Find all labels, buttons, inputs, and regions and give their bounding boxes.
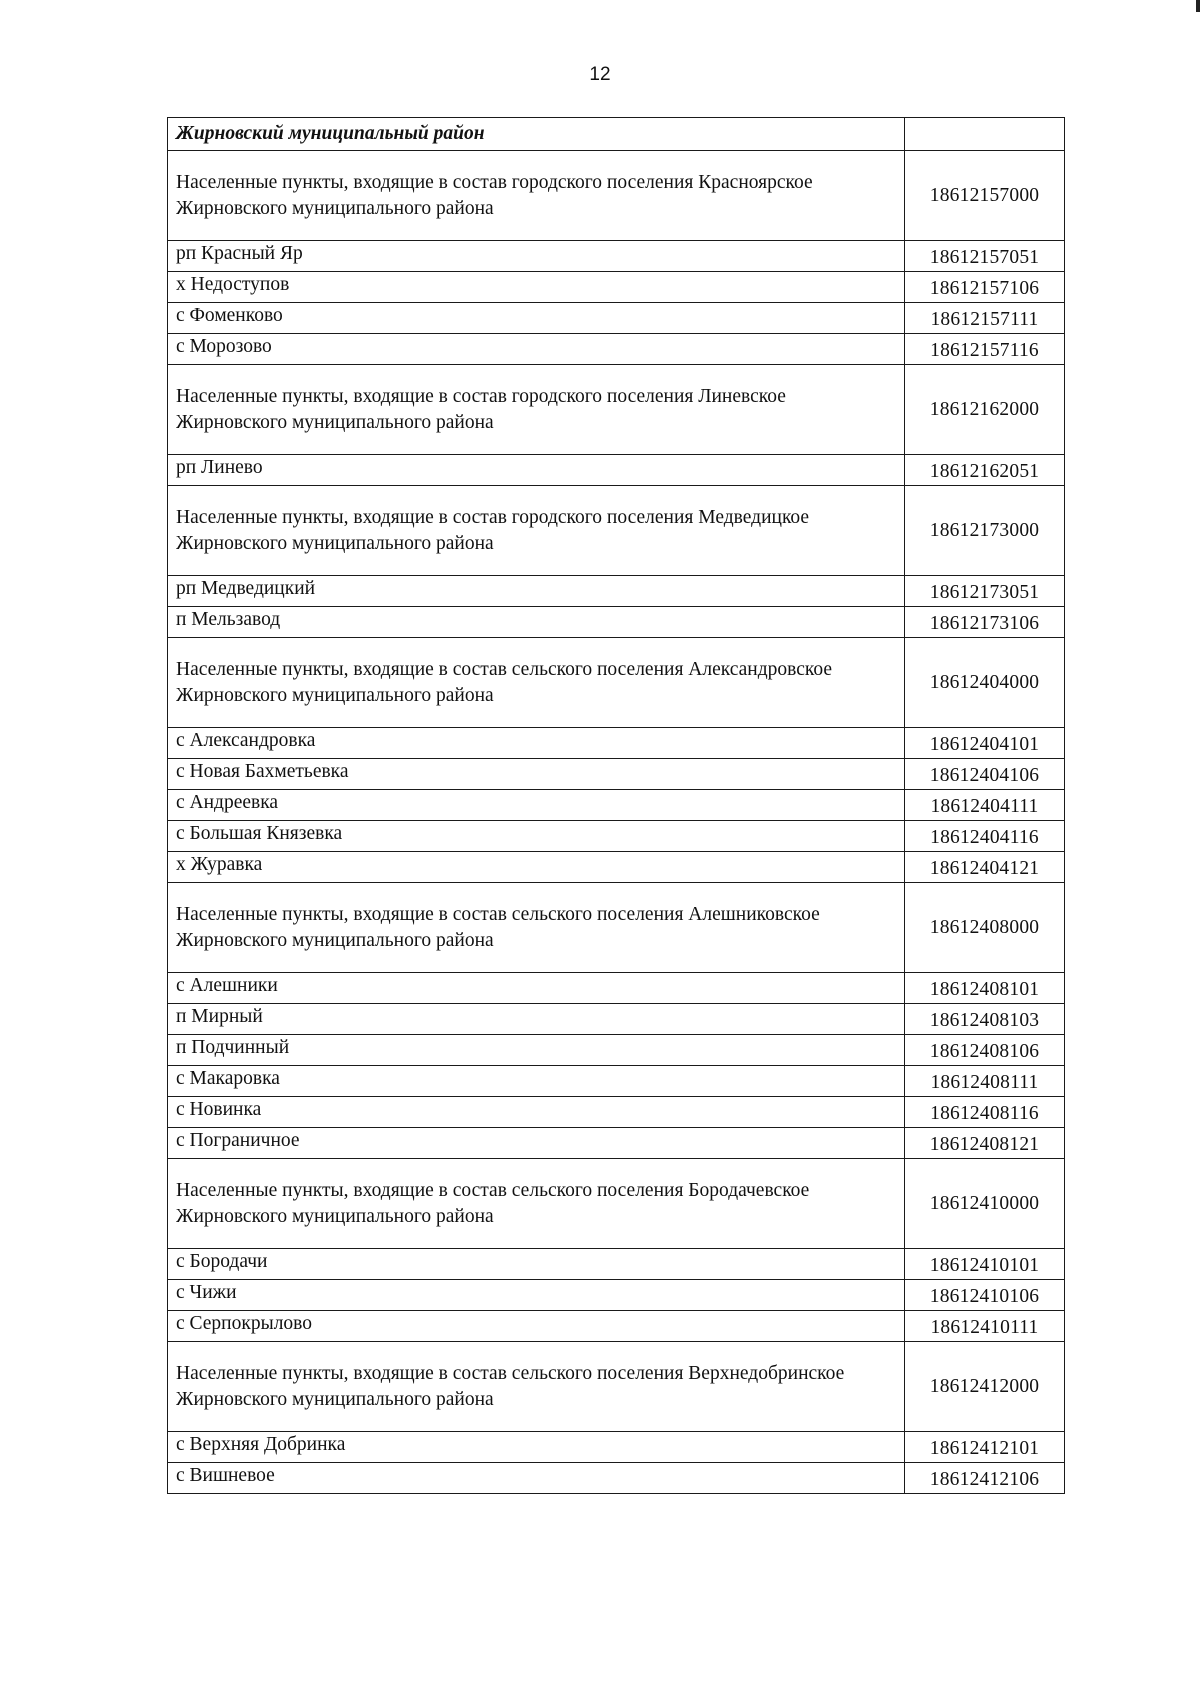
district-row	[168, 118, 1065, 151]
settlement-row	[168, 852, 1065, 883]
settlement-name: с Фоменково	[168, 303, 905, 334]
settlement-row	[168, 272, 1065, 303]
settlement-name: п Мельзавод	[168, 607, 905, 638]
settlement-row	[168, 576, 1065, 607]
group-name: Населенные пункты, входящие в состав городского поселения Медведицкое Жирновского муниципального района	[168, 486, 905, 576]
settlement-name: с Чижи	[168, 1280, 905, 1311]
settlement-code: 18612412106	[905, 1463, 1065, 1494]
settlement-name: с Александровка	[168, 728, 905, 759]
settlement-group-row	[168, 1159, 1065, 1249]
settlement-name: х Недоступов	[168, 272, 905, 303]
settlement-code: 18612408111	[905, 1066, 1065, 1097]
group-code: 18612410000	[905, 1159, 1065, 1249]
settlement-name: с Новинка	[168, 1097, 905, 1128]
settlement-code: 18612162051	[905, 455, 1065, 486]
settlement-name: с Новая Бахметьевка	[168, 759, 905, 790]
settlement-row	[168, 1280, 1065, 1311]
settlement-code: 18612173106	[905, 607, 1065, 638]
settlement-row	[168, 1463, 1065, 1494]
settlement-row	[168, 1432, 1065, 1463]
settlement-code: 18612410106	[905, 1280, 1065, 1311]
group-name: Населенные пункты, входящие в состав сельского поселения Алешниковское Жирновского муниципального района	[168, 883, 905, 973]
group-name: Населенные пункты, входящие в состав сельского поселения Александровское Жирновского муниципального района	[168, 638, 905, 728]
settlement-name: с Морозово	[168, 334, 905, 365]
settlement-group-row	[168, 151, 1065, 241]
page-number: 12	[589, 64, 611, 85]
settlement-name: рп Красный Яр	[168, 241, 905, 272]
settlement-row	[168, 973, 1065, 1004]
settlement-row	[168, 821, 1065, 852]
settlement-name: с Алешники	[168, 973, 905, 1004]
settlement-row	[168, 303, 1065, 334]
settlement-group-row	[168, 638, 1065, 728]
settlement-group-row	[168, 1342, 1065, 1432]
group-code: 18612404000	[905, 638, 1065, 728]
settlement-group-row	[168, 365, 1065, 455]
settlement-name: с Андреевка	[168, 790, 905, 821]
settlement-name: х Журавка	[168, 852, 905, 883]
group-code: 18612157000	[905, 151, 1065, 241]
settlement-code: 18612412101	[905, 1432, 1065, 1463]
settlement-name: рп Медведицкий	[168, 576, 905, 607]
settlement-row	[168, 1249, 1065, 1280]
settlement-name: п Мирный	[168, 1004, 905, 1035]
settlement-row	[168, 455, 1065, 486]
settlement-code: 18612408103	[905, 1004, 1065, 1035]
settlement-code: 18612157111	[905, 303, 1065, 334]
group-code: 18612412000	[905, 1342, 1065, 1432]
settlement-row	[168, 1066, 1065, 1097]
settlement-code: 18612157051	[905, 241, 1065, 272]
settlement-code: 18612410111	[905, 1311, 1065, 1342]
settlement-code: 18612404121	[905, 852, 1065, 883]
group-name: Населенные пункты, входящие в состав сельского поселения Бородачевское Жирновского муниципального района	[168, 1159, 905, 1249]
group-code: 18612173000	[905, 486, 1065, 576]
scan-edge-mark	[1196, 0, 1200, 12]
settlement-row	[168, 607, 1065, 638]
settlement-code: 18612404111	[905, 790, 1065, 821]
settlement-name: с Большая Князевка	[168, 821, 905, 852]
settlement-code: 18612408121	[905, 1128, 1065, 1159]
settlement-name: с Бородачи	[168, 1249, 905, 1280]
settlement-code: 18612408116	[905, 1097, 1065, 1128]
district-name: Жирновский муниципальный район	[168, 118, 905, 151]
table-body	[168, 118, 1065, 1494]
settlement-row	[168, 241, 1065, 272]
settlement-name: с Вишневое	[168, 1463, 905, 1494]
settlement-row	[168, 1097, 1065, 1128]
settlement-name: с Макаровка	[168, 1066, 905, 1097]
group-name: Населенные пункты, входящие в состав сельского поселения Верхнедобринское Жирновского муниципального района	[168, 1342, 905, 1432]
settlement-name: рп Линево	[168, 455, 905, 486]
settlement-code: 18612404116	[905, 821, 1065, 852]
group-name: Населенные пункты, входящие в состав городского поселения Линевское Жирновского муниципального района	[168, 365, 905, 455]
settlement-group-row	[168, 486, 1065, 576]
settlement-code: 18612173051	[905, 576, 1065, 607]
settlement-code: 18612408106	[905, 1035, 1065, 1066]
settlement-code: 18612404106	[905, 759, 1065, 790]
settlement-name: п Подчинный	[168, 1035, 905, 1066]
group-code: 18612162000	[905, 365, 1065, 455]
settlement-row	[168, 1311, 1065, 1342]
settlement-name: с Верхняя Добринка	[168, 1432, 905, 1463]
settlement-row	[168, 728, 1065, 759]
settlement-name: с Серпокрылово	[168, 1311, 905, 1342]
settlement-code: 18612157106	[905, 272, 1065, 303]
settlement-code: 18612408101	[905, 973, 1065, 1004]
settlement-row	[168, 1128, 1065, 1159]
group-code: 18612408000	[905, 883, 1065, 973]
settlement-group-row	[168, 883, 1065, 973]
settlement-row	[168, 334, 1065, 365]
settlement-row	[168, 1004, 1065, 1035]
settlement-code: 18612404101	[905, 728, 1065, 759]
settlement-name: с Пограничное	[168, 1128, 905, 1159]
district-code	[905, 118, 1065, 151]
settlement-row	[168, 790, 1065, 821]
settlement-row	[168, 1035, 1065, 1066]
settlements-table	[167, 117, 1065, 1494]
settlement-code: 18612157116	[905, 334, 1065, 365]
settlement-row	[168, 759, 1065, 790]
settlement-code: 18612410101	[905, 1249, 1065, 1280]
group-name: Населенные пункты, входящие в состав городского поселения Красноярское Жирновского муниципального района	[168, 151, 905, 241]
